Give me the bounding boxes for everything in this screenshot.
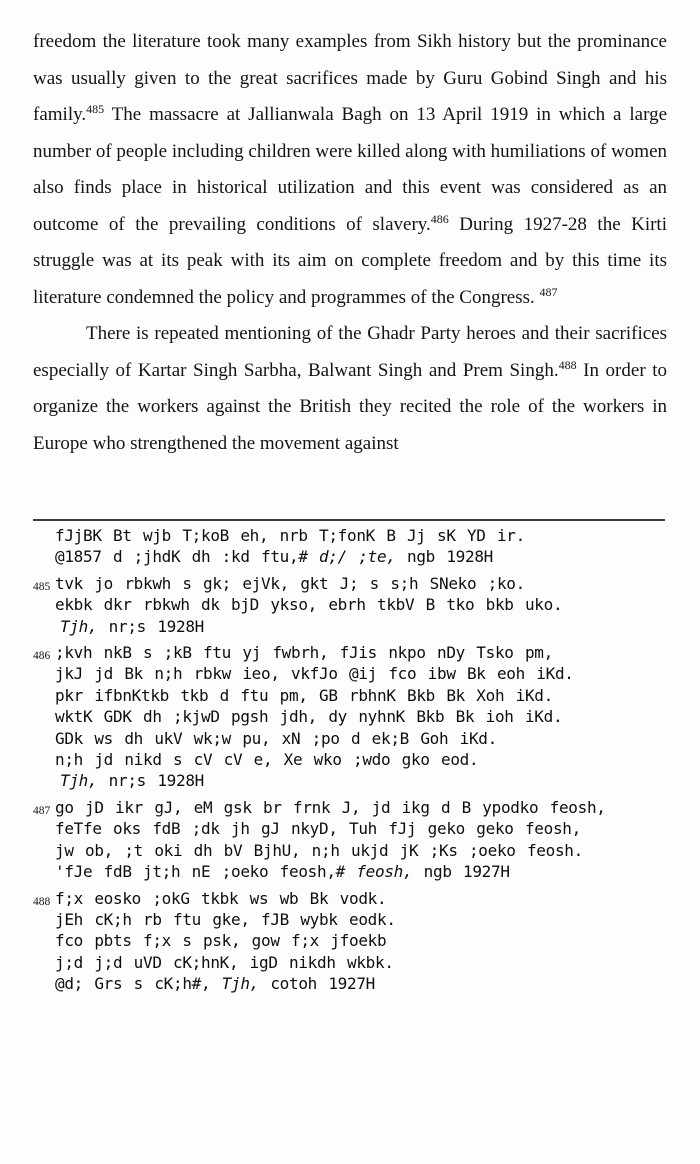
body-text <box>33 24 667 462</box>
footnote-line <box>55 728 667 749</box>
footnote-text: ngb 1927H <box>412 862 510 882</box>
footnote-separator <box>33 519 665 521</box>
footnote-text: go jD ikr gJ, eM gsk br frnk J, jd ikg d B ypodko feosh, <box>55 797 606 817</box>
footnote-line <box>60 616 667 637</box>
footnote-line <box>55 888 667 909</box>
footnote-text: jkJ jd Bk n;h rbkw ieo, vkfJo @ij fco ibw Bk eoh iKd. <box>55 664 574 684</box>
footnote-source: Tjh, <box>60 616 98 636</box>
footnote-line <box>55 663 667 684</box>
footnote-text: fJjBK Bt wjb T;koB eh, nrb T;fonK B Jj sK YD ir. <box>55 526 525 545</box>
paragraph-text: There is repeated mentioning of the Ghadr Party heroes and their sacrifices especially of Kartar Singh Sarbha, Balwant Singh and Prem Singh. <box>33 323 667 381</box>
footnote-line <box>55 840 667 861</box>
footnote-line <box>55 930 667 951</box>
footnote-line <box>55 973 667 994</box>
footnote-line <box>55 909 667 930</box>
footnote-ref-485: 485 <box>86 102 105 116</box>
footnotes-section <box>33 525 667 995</box>
footnote-text: pkr ifbnKtkb tkb d ftu pm, GB rbhnK Bkb Bk Xoh iKd. <box>55 685 553 705</box>
footnote-text: jw ob, ;t oki dh bV BjhU, n;h ukjd jK ;Ks ;oeko feosh. <box>55 840 583 860</box>
footnote-text: @1857 d ;jhdK dh :kd ftu,# <box>55 547 319 567</box>
footnote-485 <box>33 573 667 637</box>
footnote-text: f;x eosko ;okG tkbk ws wb Bk vodk. <box>55 888 387 908</box>
footnote-text: ;kvh nkB s ;kB ftu yj fwbrh, fJis nkpo nDy Tsko pm, <box>55 643 553 663</box>
footnote-line <box>55 952 667 973</box>
paragraph-text: freedom the literature took many examples from Sikh history but the prominance was usually given to the great sacrifices made by Guru Gobind Singh and his family. <box>33 31 667 125</box>
footnote-text: tvk jo rbkwh s gk; ejVk, gkt J; s s;h SNeko ;ko. <box>55 573 525 593</box>
footnote-text: fco pbts f;x s psk, gow f;x jfoekb <box>55 931 387 951</box>
footnote-line <box>55 797 667 818</box>
footnote-source: d;/ ;te, <box>319 547 396 567</box>
footnote-line <box>55 749 667 770</box>
footnote-488 <box>33 888 667 995</box>
footnote-text: wktK GDK dh ;kjwD pgsh jdh, dy nyhnK Bkb Bk ioh iKd. <box>55 707 563 727</box>
footnote-487 <box>33 797 667 883</box>
footnote-text: ekbk dkr rbkwh dk bjD ykso, ebrh tkbV B tko bkb uko. <box>55 595 563 615</box>
footnote-486 <box>33 642 667 792</box>
footnote-text: GDk ws dh ukV wk;w pu, xN ;po d ek;B Goh iKd. <box>55 728 497 748</box>
footnote-line <box>55 685 667 706</box>
footnote-line <box>60 770 667 791</box>
footnote-text: nr;s 1928H <box>97 616 205 636</box>
footnote-line <box>55 642 667 663</box>
footnote-number: 485 <box>33 580 51 593</box>
footnote-source: Tjh, <box>221 974 260 994</box>
footnote-text: jEh cK;h rb ftu gke, fJB wybk eodk. <box>55 909 396 929</box>
paragraph-1 <box>33 24 667 316</box>
footnote-text: nr;s 1928H <box>97 771 205 791</box>
footnote-line <box>55 706 667 727</box>
footnote-line <box>55 818 667 839</box>
footnote-line <box>55 594 667 615</box>
footnote-line <box>55 861 667 882</box>
footnote-text: ngb 1928H <box>395 547 494 567</box>
footnote-continuation <box>33 525 667 568</box>
paragraph-text: During 1927-28 the Kirti struggle was at its peak with its aim on complete freedom and by this time its literature condemned the policy and programmes of the Congress. <box>33 213 667 308</box>
footnote-text: j;d j;d uVD cK;hnK, igD nikdh wkbk. <box>55 952 394 972</box>
footnote-number: 487 <box>33 804 51 817</box>
paragraph-2 <box>33 316 667 462</box>
footnote-source: feosh, <box>356 862 413 882</box>
footnote-line <box>55 573 667 594</box>
paragraph-text: The massacre at Jallianwala Bagh on 13 April 1919 in which a large number of people including children were killed along with humiliations of women also finds place in historical utilization and this event was considered as an outcome of the prevailing conditions of slavery. <box>33 104 667 235</box>
footnote-text: cotoh 1927H <box>259 974 376 994</box>
footnote-text: @d; Grs s cK;h#, <box>55 974 222 994</box>
footnote-line <box>55 525 667 546</box>
footnote-text: n;h jd nikd s cV cV e, Xe wko ;wdo gko eod. <box>55 750 479 770</box>
footnote-source: Tjh, <box>60 771 98 791</box>
footnote-ref-486: 486 <box>430 211 449 226</box>
footnote-number: 488 <box>33 895 51 908</box>
footnote-ref-488: 488 <box>558 357 577 372</box>
footnote-ref-487: 487 <box>539 284 558 299</box>
footnote-line <box>55 546 667 567</box>
footnote-number: 486 <box>33 650 51 663</box>
footnote-text: feTfe oks fdB ;dk jh gJ nkyD, Tuh fJj geko geko feosh, <box>55 819 581 839</box>
footnote-text: 'fJe fdB jt;h nE ;oeko feosh,# <box>55 862 357 882</box>
paragraph-text: In order to organize the workers against the British they recited the role of the workers in Europe who strengthened the movement against <box>33 359 667 454</box>
